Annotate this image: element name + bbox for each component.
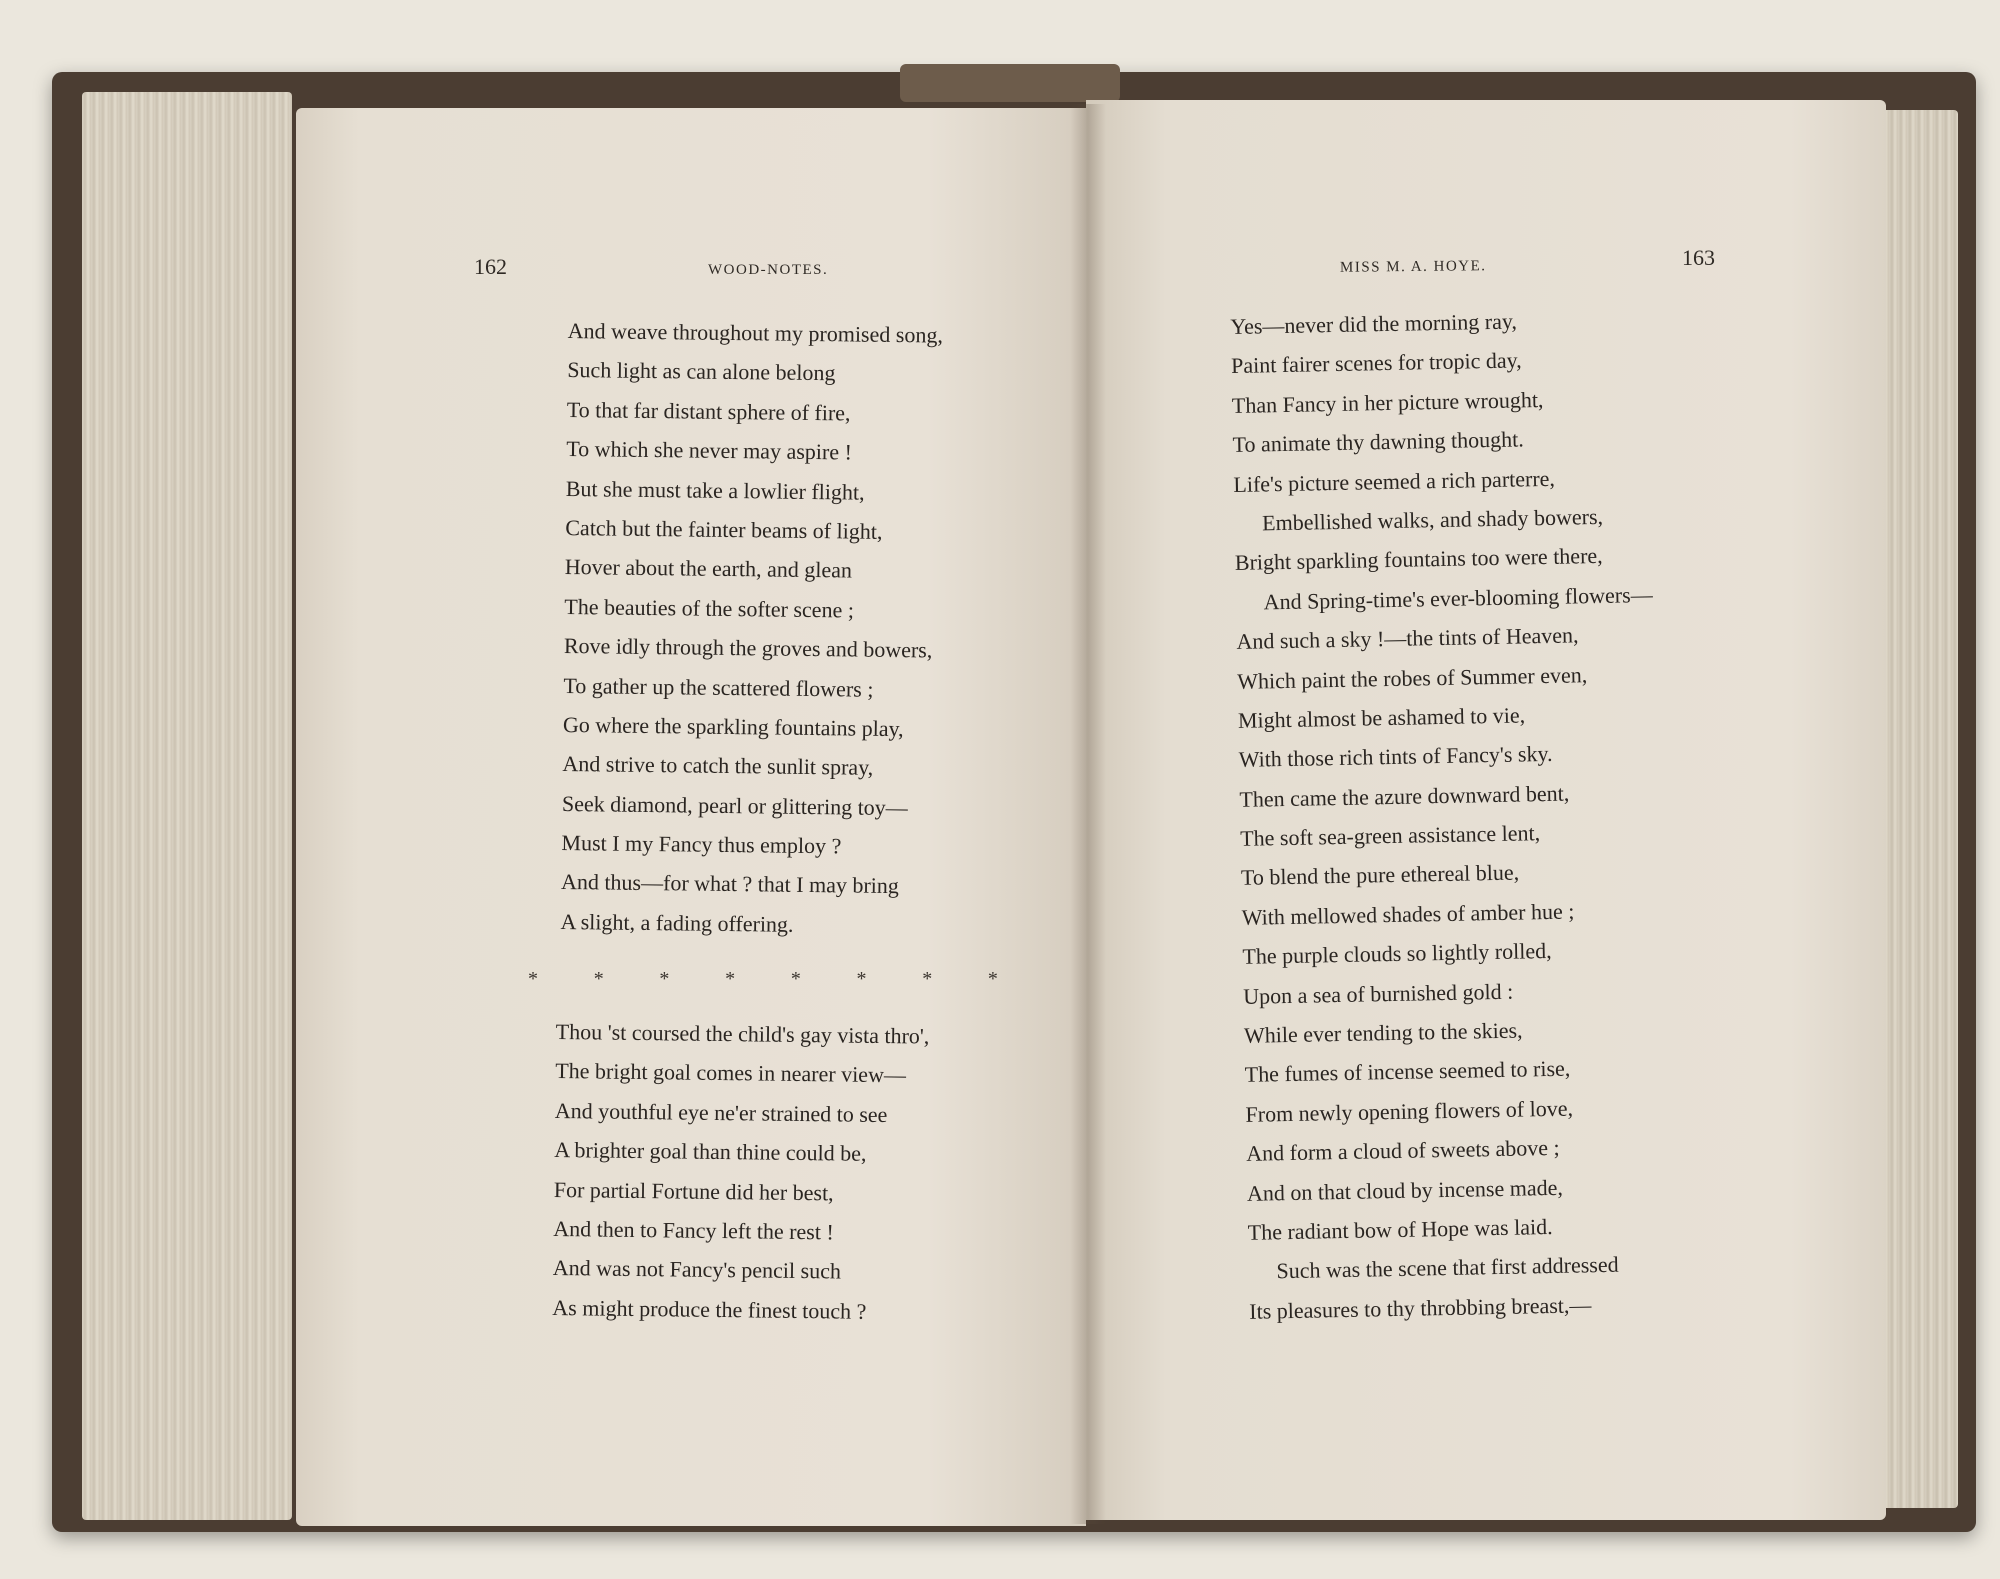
page-edges-right [1880,110,1958,1508]
book-gutter [1070,104,1106,1524]
separator-asterisk: * [528,968,538,990]
poem-line: And thus—for what ? that I may bring [560,869,900,899]
left-stanza-2 [552,1012,929,1332]
poem-line: With those rich tints of Fancy's sky. [1238,741,1553,773]
poem-line: And Spring-time's ever-blooming flowers— [1263,581,1653,615]
poem-line: Go where the sparkling fountains play, [562,711,904,742]
poem-line: As might produce the finest touch ? [552,1294,867,1324]
poem-line: Thou 'st coursed the child's gay vista thro', [555,1018,930,1049]
poem-line: The radiant bow of Hope was laid. [1247,1213,1553,1245]
separator-asterisk: * [659,968,670,990]
poem-line: With mellowed shades of amber hue ; [1241,898,1575,930]
poem-line: Then came the azure downward bent, [1239,780,1570,812]
right-running-head: MISS M. A. HOYE. [1339,258,1487,276]
poem-line: Such light as can alone belong [567,357,836,386]
separator-asterisk: * [593,968,604,990]
right-poem [1230,297,1770,1331]
poem-line: Life's picture seemed a rich parterre, [1233,465,1556,497]
poem-line: The soft sea-green assistance lent, [1239,820,1541,851]
poem-line: And then to Fancy left the rest ! [553,1215,834,1245]
poem-line: And strive to catch the sunlit spray, [562,751,874,781]
poem-line: A slight, a fading offering. [560,908,794,937]
poem-line: The fumes of incense seemed to rise, [1244,1056,1571,1088]
poem-line: To that far distant sphere of fire, [566,396,851,426]
poem-line: And was not Fancy's pencil such [552,1255,842,1284]
poem-line: To gather up the scattered flowers ; [563,672,874,702]
poem-line: And youthful eye ne'er strained to see [554,1097,888,1127]
poem-line: And weave throughout my promised song, [567,317,944,348]
poem-line: Than Fancy in her picture wrought, [1231,386,1544,418]
poem-line: To which she never may aspire ! [566,436,853,465]
left-running-head: WOOD-NOTES. [708,262,829,278]
poem-line: But she must take a lowlier flight, [565,475,865,505]
poem-line: Must I my Fancy thus employ ? [561,830,842,859]
poem-line: The beauties of the softer scene ; [564,593,855,623]
poem-line: To blend the pure ethereal blue, [1240,860,1520,891]
poem-line: Seek diamond, pearl or glittering toy— [561,790,908,820]
poem-line: A brighter goal than thine could be, [554,1137,867,1166]
left-stanza-1 [560,311,943,946]
section-separator [528,968,998,991]
separator-asterisk: * [856,968,867,990]
poem-line: Which paint the robes of Summer even, [1236,661,1588,694]
poem-line: To animate thy dawning thought. [1232,426,1524,458]
poem-line: For partial Fortune did her best, [553,1176,834,1205]
poem-line: Hover about the earth, and glean [564,554,853,583]
poem-line: Such was the scene that first addressed [1276,1252,1619,1284]
poem-line: Yes—never did the morning ray, [1230,308,1518,339]
poem-line: And such a sky !—the tints of Heaven, [1236,622,1579,655]
book-spine [900,64,1120,102]
poem-line: Upon a sea of burnished gold : [1242,978,1514,1009]
poem-line: Bright sparkling fountains too were there, [1234,543,1603,576]
page-edges-left [82,92,292,1520]
separator-asterisk: * [790,968,801,990]
poem-line: And form a cloud of sweets above ; [1246,1135,1560,1167]
poem-line: Catch but the fainter beams of light, [565,514,883,544]
poem-line: Embellished walks, and shady bowers, [1261,503,1604,536]
poem-line: While ever tending to the skies, [1243,1017,1523,1048]
left-page-number: 162 [474,254,507,279]
right-page-number: 163 [1682,245,1715,270]
poem-line: And on that cloud by incense made, [1246,1174,1564,1206]
poem-line: Might almost be ashamed to vie, [1237,702,1526,733]
poem-line: Paint fairer scenes for tropic day, [1230,347,1522,379]
separator-asterisk: * [922,968,933,990]
poem-line: Rove idly through the groves and bowers, [563,633,933,663]
separator-asterisk: * [725,968,736,990]
poem-line: Its pleasures to thy throbbing breast,— [1249,1292,1592,1324]
separator-asterisk: * [987,968,998,990]
poem-line: The purple clouds so lightly rolled, [1242,938,1552,970]
poem-line: From newly opening flowers of love, [1245,1095,1574,1127]
poem-line: The bright goal comes in nearer view— [555,1058,907,1088]
